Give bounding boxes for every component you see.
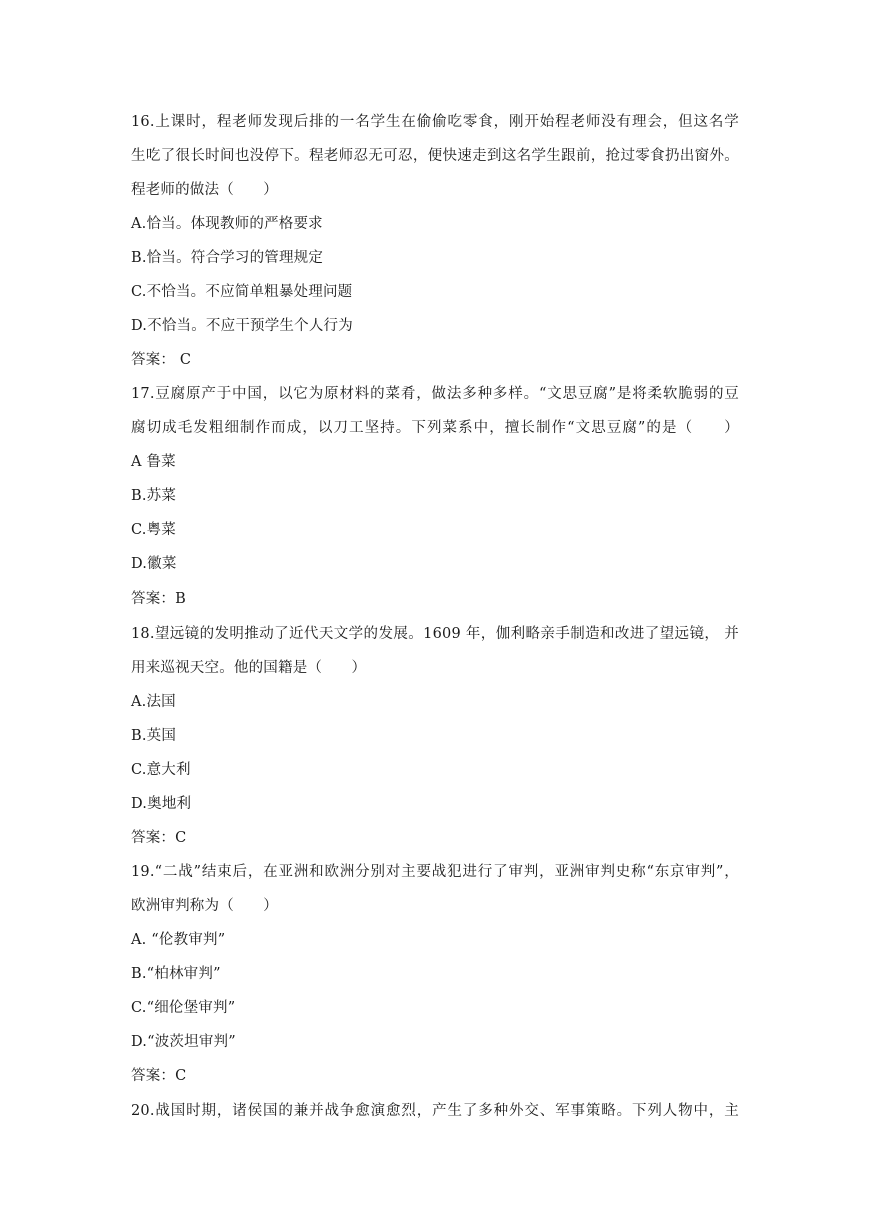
question-16-option-d: D.不恰当。不应干预学生个人行为 [131, 318, 353, 334]
question-19-option-a: A. “伦教审判” [131, 932, 226, 948]
question-19-stem-line-1: 19.“二战”结束后，在亚洲和欧洲分别对主要战犯进行了审判，亚洲审判史称“东京审判”， [131, 864, 739, 880]
question-19-option-d: D.“波茨坦审判” [131, 1034, 236, 1050]
question-18-stem-line-1: 18.望远镜的发明推动了近代天文学的发展。1609 年，伽利略亲手制造和改进了望远镜， 并 [131, 626, 739, 642]
question-19-option-c: C.“细伦堡审判” [131, 1000, 236, 1016]
question-18-option-d: D.奥地利 [131, 796, 192, 812]
question-16-option-a: A.恰当。体现教师的严格要求 [131, 216, 323, 232]
question-16-answer: 答案： C [131, 352, 192, 368]
question-16-option-c: C.不恰当。不应简单粗暴处理问题 [131, 284, 353, 300]
question-19-stem-line-2: 欧洲审判称为（ ） [131, 898, 278, 914]
question-17-answer: 答案：B [131, 591, 186, 607]
question-16-stem-line-2: 生吃了很长时间也没停下。程老师忍无可忍，便快速走到这名学生跟前，抢过零食扔出窗外。 [131, 148, 739, 164]
question-19-option-b: B.“柏林审判” [131, 966, 221, 982]
question-16-option-b: B.恰当。符合学习的管理规定 [131, 250, 324, 266]
question-18-option-a: A.法国 [131, 694, 176, 710]
question-16-stem-line-3: 程老师的做法（ ） [131, 182, 278, 198]
question-17-option-c: C.粤菜 [131, 522, 176, 538]
question-17-option-a: A 鲁菜 [131, 454, 176, 470]
question-20-stem-line-1: 20.战国时期，诸侯国的兼并战争愈演愈烈，产生了多种外交、军事策略。下列人物中，主 [131, 1103, 739, 1119]
question-18-stem-line-2: 用来巡视天空。他的国籍是（ ） [131, 660, 367, 676]
question-17-option-d: D.徽菜 [131, 556, 177, 572]
question-17-option-b: B.苏菜 [131, 488, 177, 504]
question-17-stem-line-1: 17.豆腐原产于中国，以它为原材料的菜肴，做法多种多样。“文思豆腐”是将柔软脆弱的豆 [131, 386, 739, 402]
question-18-option-b: B.英国 [131, 728, 177, 744]
question-19-answer: 答案：C [131, 1068, 187, 1084]
question-17-stem-line-2: 腐切成毛发粗细制作而成，以刀工坚持。下列菜系中，擅长制作“文思豆腐”的是（ ） [131, 420, 739, 436]
question-18-option-c: C.意大利 [131, 762, 191, 778]
question-18-answer: 答案：C [131, 830, 187, 846]
question-16-stem-line-1: 16.上课时，程老师发现后排的一名学生在偷偷吃零食，刚开始程老师没有理会，但这名学 [131, 114, 739, 130]
